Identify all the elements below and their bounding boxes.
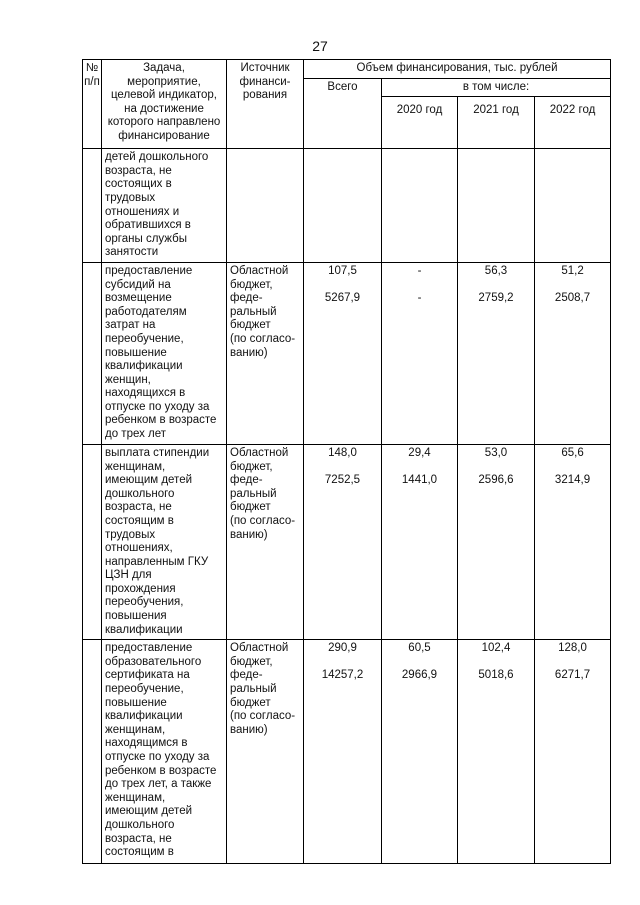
row-2022 [535, 262, 611, 444]
row-2020 [382, 262, 458, 444]
row-number [83, 262, 102, 444]
value-regional: 102,4 [481, 642, 511, 655]
row-number [83, 149, 102, 263]
header-year-2022: 2022 год [535, 97, 611, 149]
header-total: Всего [304, 78, 382, 149]
header-number: № п/п [83, 60, 102, 149]
value-federal: 6271,7 [554, 668, 591, 681]
value-regional: 290,9 [328, 642, 357, 655]
row-total [304, 262, 382, 444]
header-volume: Объем финансирования, тыс. рублей [304, 60, 611, 79]
value-regional: - [417, 264, 422, 277]
row-2021 [458, 262, 535, 444]
value-federal: - [417, 291, 422, 304]
header-year-2020: 2020 год [382, 97, 458, 149]
row-2021 [458, 149, 535, 263]
row-task: выплата стипендии женщинам, имеющим детей дошкольного возраста, не состоящим в трудовых отношениях, направленным ГКУ ЦЗН для прохождения переобучения, повышения квалификации [102, 444, 227, 639]
row-source: Областной бюджет, феде- ральный бюджет (по согласо- ванию) [227, 444, 304, 639]
row-task: детей дошкольного возраста, не состоящих в трудовых отношениях и обратившихся в органы службы занятости [102, 149, 227, 263]
row-2022 [535, 149, 611, 263]
value-federal: 2759,2 [478, 291, 514, 304]
value-regional: 29,4 [408, 446, 431, 459]
row-number [83, 640, 102, 864]
row-2022 [535, 444, 611, 639]
value-regional: 60,5 [408, 642, 431, 655]
value-federal: 7252,5 [324, 473, 361, 486]
header-source: Источник финанси- рования [227, 60, 304, 149]
value-federal: 2966,9 [401, 668, 438, 681]
table-row [83, 149, 611, 263]
row-source [227, 149, 304, 263]
row-2020 [382, 444, 458, 639]
value-regional: 148,0 [328, 446, 357, 459]
header-year-2021: 2021 год [458, 97, 535, 149]
value-federal: 2508,7 [554, 291, 591, 304]
value-regional: 56,3 [484, 264, 508, 277]
value-federal: 1441,0 [401, 473, 438, 486]
header-task: Задача, мероприятие, целевой индикатор, на достижение которого направлено финансирование [102, 60, 227, 149]
row-task: предоставление образовательного сертификата на переобучение, повышение квалификации женщинам, находящимся в отпуске по уходу за ребенком в возрасте до трех лет, а также женщинам, имеющим детей дошкольного возраста, не состоящим в [102, 640, 227, 864]
table-row [83, 262, 611, 444]
value-federal: 5267,9 [324, 291, 361, 304]
value-regional: 53,0 [484, 446, 508, 459]
value-federal: 2596,6 [478, 473, 514, 486]
row-source: Областной бюджет, феде- ральный бюджет (по согласо- ванию) [227, 640, 304, 864]
value-federal: 3214,9 [554, 473, 591, 486]
value-federal: 5018,6 [478, 668, 514, 681]
page-number: 27 [312, 38, 328, 54]
row-total [304, 444, 382, 639]
row-task: предоставление субсидий на возмещение работодателям затрат на переобучение, повышение квалификации женщин, находящихся в отпуске по уходу за ребенком в возрасте до трех лет [102, 262, 227, 444]
value-regional: 107,5 [328, 264, 357, 277]
row-2022 [535, 640, 611, 864]
row-number [83, 444, 102, 639]
table-row [83, 444, 611, 639]
row-2020 [382, 640, 458, 864]
financing-table [82, 59, 611, 864]
header-including: в том числе: [382, 78, 611, 97]
row-total [304, 640, 382, 864]
table-row [83, 640, 611, 864]
row-2020 [382, 149, 458, 263]
value-regional: 65,6 [561, 446, 584, 459]
row-2021 [458, 640, 535, 864]
value-regional: 128,0 [558, 642, 587, 655]
row-source: Областной бюджет, феде- ральный бюджет (по согласо- ванию) [227, 262, 304, 444]
value-regional: 51,2 [561, 264, 584, 277]
row-total [304, 149, 382, 263]
value-federal: 14257,2 [321, 668, 364, 681]
row-2021 [458, 444, 535, 639]
